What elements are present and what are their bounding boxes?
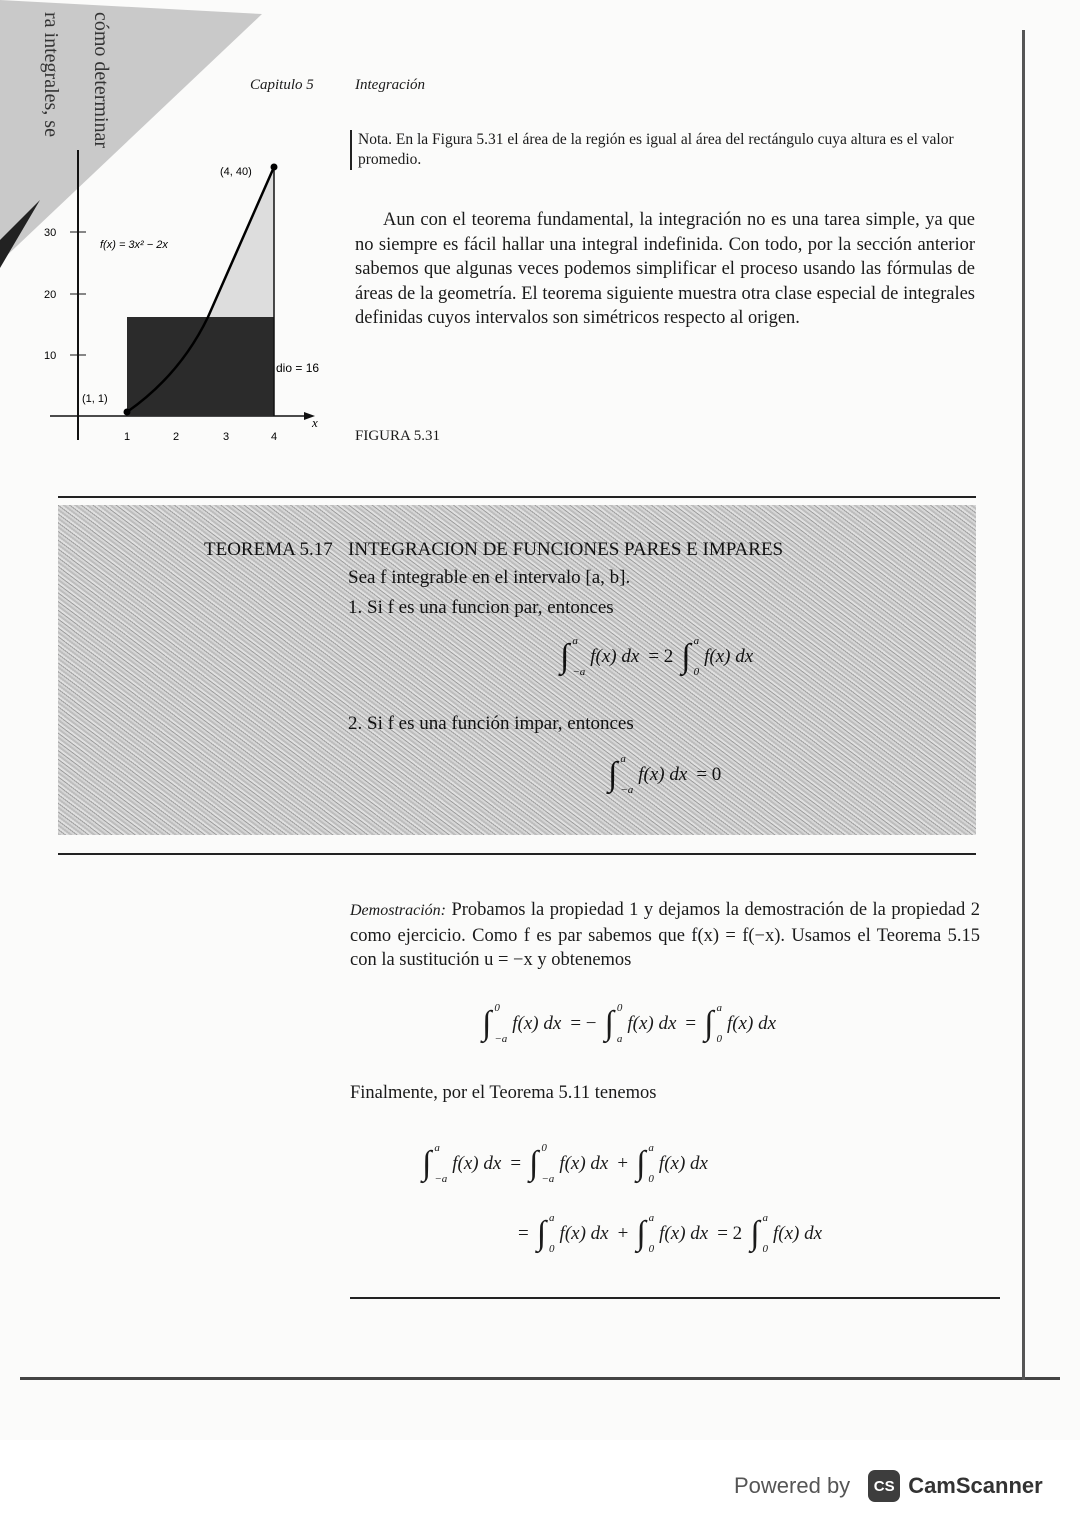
note-label: Nota.	[358, 131, 393, 148]
proof-equation-3: = ∫ a 0 f(x) dx + ∫ a 0 f(x) dx = 2 ∫ a 0 f(x) dx	[518, 1212, 823, 1255]
proof-label: Demostración:	[350, 902, 446, 919]
camscanner-watermark	[734, 1470, 1043, 1502]
section-label: Integración	[355, 77, 425, 93]
theorem-equation-1: ∫ a −a f(x) dx = 2 ∫ a 0 f(x) dx	[560, 635, 754, 678]
camscanner-brand: CamScanner	[908, 1473, 1043, 1498]
curl-text-1: cómo determinar	[90, 12, 112, 149]
figure-caption: FIGURA 5.31	[355, 428, 441, 444]
proof-text: Probamos la propiedad 1 y dejamos la demostración de la propiedad 2 como ejercicio. Como f es par sabemos que f(x) = f(−x). Usamos el Teorema 5.15 con la sustitución u = −x y obtenemos	[350, 900, 981, 970]
point-1-1	[124, 409, 131, 416]
theorem-item-2: 2. Si f es una función impar, entonces	[348, 713, 634, 734]
function-label: f(x) = 3x² − 2x	[100, 239, 168, 251]
powered-by-text: Powered by	[734, 1473, 851, 1498]
camscanner-logo-icon: CS	[868, 1470, 900, 1502]
figure-5-31	[40, 150, 340, 455]
point-bottom-label: (1, 1)	[82, 393, 108, 405]
proof-paragraph	[350, 898, 980, 973]
theorem-title: INTEGRACION DE FUNCIONES PARES E IMPARES	[348, 539, 784, 560]
y-tick-label: 30	[44, 227, 57, 239]
x-tick-label: 1	[124, 431, 131, 443]
x-tick-label: 2	[173, 431, 180, 443]
page-edge-right	[1022, 30, 1025, 1380]
divider	[58, 853, 976, 855]
x-ticks	[124, 431, 277, 443]
point-4-40	[271, 164, 278, 171]
theorem-intro: Sea f integrable en el intervalo [a, b].	[348, 567, 631, 588]
divider	[58, 496, 976, 498]
page-edge	[20, 1377, 1060, 1380]
divider	[350, 1297, 1000, 1299]
theorem-item-1: 1. Si f es una funcion par, entonces	[348, 597, 614, 618]
y-tick-label: 10	[44, 350, 57, 362]
curl-text-2: ra integrales, se	[40, 12, 62, 137]
proof-equation-2: ∫ a −a f(x) dx = ∫ 0 −a f(x) dx + ∫ a 0 f(x) dx	[422, 1142, 708, 1185]
x-tick-label: 4	[271, 431, 278, 443]
note	[350, 130, 983, 170]
chapter-label: Capitulo 5	[250, 77, 314, 93]
finally-text: Finalmente, por el Teorema 5.11 tenemos	[350, 1083, 657, 1103]
theorem-number: TEOREMA 5.17	[204, 539, 333, 560]
x-axis-label: x	[312, 415, 318, 430]
average-label: dio = 16	[276, 361, 320, 375]
proof-equation-1: ∫ 0 −a f(x) dx = − ∫ 0 a f(x) dx = ∫ a 0 f(x) dx	[482, 1002, 777, 1045]
note-text: En la Figura 5.31 el área de la región es igual al área del rectángulo cuya altura es el valor promedio.	[358, 131, 954, 168]
theorem-equation-2: ∫ a −a f(x) dx = 0	[608, 753, 722, 796]
y-ticks	[44, 227, 86, 362]
point-top-label: (4, 40)	[220, 166, 252, 178]
x-tick-label: 3	[223, 431, 230, 443]
body-paragraph: Aun con el teorema fundamental, la integración no es una tarea simple, ya que no siempre es fácil hallar una integral indefinida. Con todo, por la sección anterior sabemos que algunas veces podemos simplificar el proceso usando las fórmulas de áreas de la geometría. El teorema siguiente muestra otra clase especial de integrales definidas cuyos intervalos son simétricos respecto al origen.	[355, 210, 975, 328]
y-tick-label: 20	[44, 289, 57, 301]
theorem-box	[58, 505, 976, 835]
